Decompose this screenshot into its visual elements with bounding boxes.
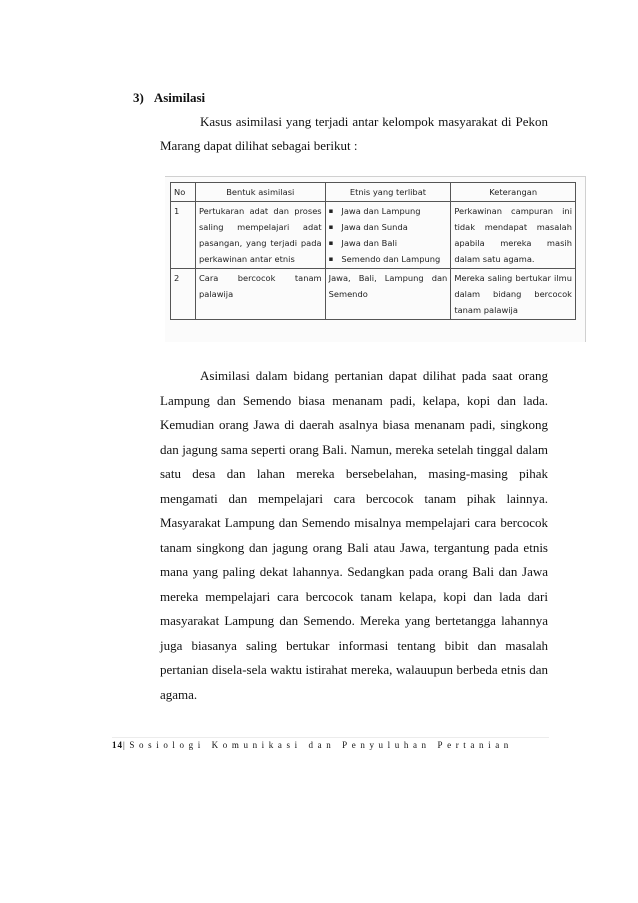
- section-title: Asimilasi: [153, 90, 206, 105]
- footer-divider: [112, 737, 549, 738]
- etnis-list: [329, 203, 448, 267]
- list-item: ▪ Jawa dan Lampung: [329, 203, 448, 219]
- section-number: 3): [133, 90, 144, 105]
- list-item: ▪ Semendo dan Lampung: [329, 251, 448, 267]
- cell-no: 2: [171, 269, 196, 320]
- footer-separator: |: [123, 740, 130, 750]
- cell-keterangan: Perkawinan campuran ini tidak mendapat masalah apabila mereka masih dalam satu agama.: [451, 202, 576, 269]
- header-bentuk: Bentuk asimilasi: [195, 183, 325, 202]
- table-header-row: [171, 183, 576, 202]
- table-row: [171, 269, 576, 320]
- intro-text: Kasus asimilasi yang terjadi antar kelompok masyarakat di Pekon Marang dapat dilihat sebagai berikut :: [160, 114, 548, 153]
- assimilation-table-image: [165, 176, 586, 342]
- body-text: Asimilasi dalam bidang pertanian dapat dilihat pada saat orang Lampung dan Semendo biasa menanam padi, kelapa, kopi dan lada. Kemudian orang Jawa di daerah asalnya biasa menanam padi, singkong dan jagung sama seperti orang Bali. Namun, mereka setelah tinggal dalam satu desa dan lahan mereka bersebelahan, masing-masing pihak mengamati dan mempelajari cara bercocok tanam pihak lainnya. Masyarakat Lampung dan Semendo misalnya mempelajari cara bercocok tanam singkong dan jagung orang Bali atau Jawa, tergantung pada etnis mana yang paling dekat lahannya. Sedangkan pada orang Bali dan Jawa mereka mempelajari cara bercocok tanam kelapa, kopi dan lada dari masyarakat Lampung dan Semendo. Mereka yang bertetangga lahannya juga biasanya saling bertukar informasi tentang bibit dan masalah pertanian disela-sela waktu istirahat mereka, walauupun berbeda etnis dan agama.: [160, 368, 548, 702]
- list-item: ▪ Jawa dan Sunda: [329, 219, 448, 235]
- page-footer: [112, 740, 513, 750]
- intro-paragraph: [160, 110, 548, 158]
- body-paragraph: [160, 364, 548, 707]
- header-keterangan: Keterangan: [451, 183, 576, 202]
- list-item: ▪ Jawa dan Bali: [329, 235, 448, 251]
- cell-bentuk: Pertukaran adat dan proses saling mempelajari adat pasangan, yang terjadi pada perkawinan antar etnis: [195, 202, 325, 269]
- section-heading: [133, 90, 205, 106]
- assimilation-table: [170, 182, 576, 320]
- cell-no: 1: [171, 202, 196, 269]
- table-row: [171, 202, 576, 269]
- header-etnis: Etnis yang terlibat: [325, 183, 451, 202]
- cell-bentuk: Cara bercocok tanam palawija: [195, 269, 325, 320]
- cell-etnis: [325, 202, 451, 269]
- cell-keterangan: Mereka saling bertukar ilmu dalam bidang bercocok tanam palawija: [451, 269, 576, 320]
- header-no: No: [171, 183, 196, 202]
- footer-title: Sosiologi Komunikasi dan Penyuluhan Pertanian: [129, 740, 513, 750]
- cell-etnis: Jawa, Bali, Lampung dan Semendo: [325, 269, 451, 320]
- page-number: 14: [112, 740, 123, 750]
